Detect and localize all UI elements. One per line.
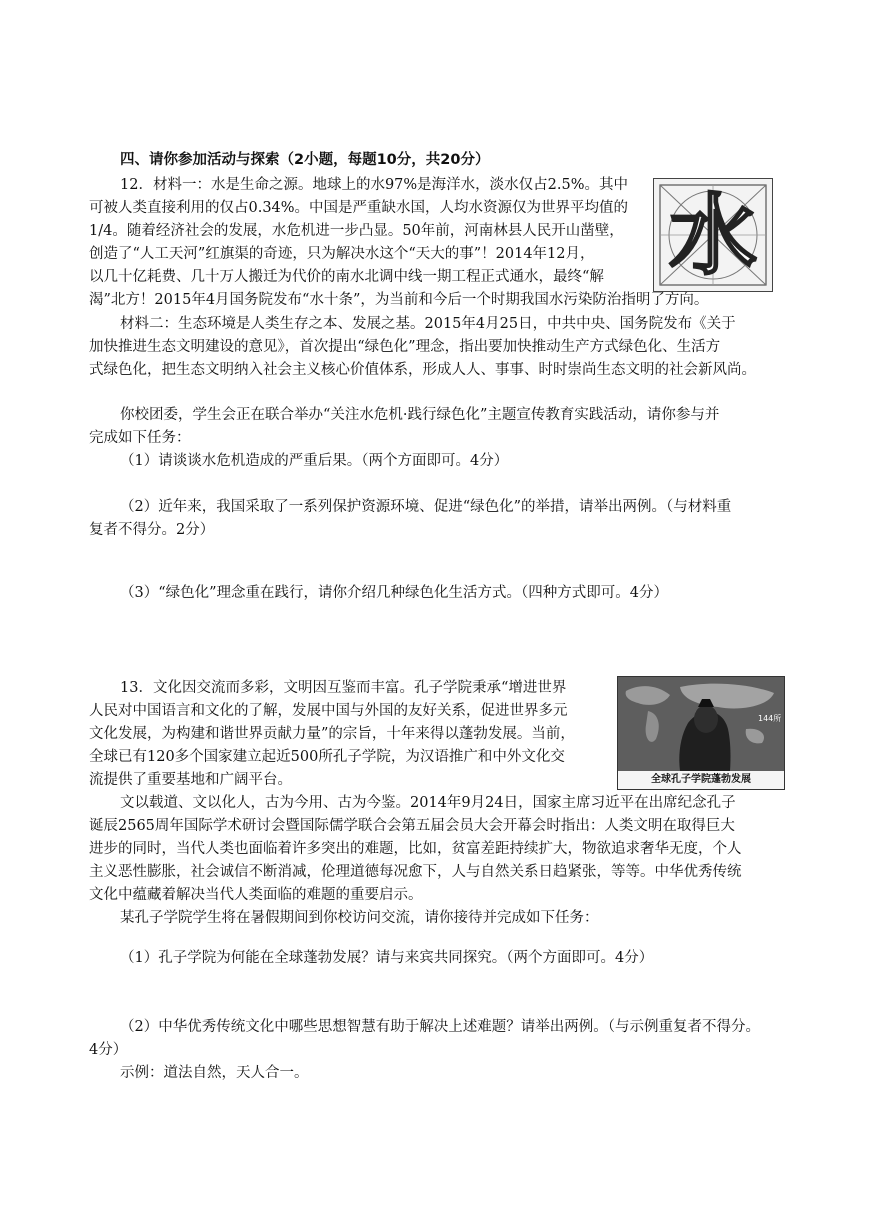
q13-para1-line: 文化发展，为构建和谐世界贡献力量”的宗旨，十年来得以蓬勃发展。当前，	[89, 726, 575, 742]
section-title: 四、请你参加活动与探索（2小题，每题10分，共20分）	[120, 152, 490, 168]
q12-task-3: （3）“绿色化”理念重在践行，请你介绍几种绿色化生活方式。（四种方式即可。4分）	[120, 585, 669, 601]
q13-para1-line: 全球已有120多个国家建立起近500所孔子学院，为汉语推广和中外文化交	[89, 749, 565, 765]
q13-para2-line: 文以载道、文以化人，古为今用、古为今鉴。2014年9月24日，国家主席习近平在出席纪念孔子	[120, 795, 736, 811]
q13-visit-line: 某孔子学院学生将在暑假期间到你校访问交流，请你接待并完成如下任务：	[120, 910, 599, 926]
q13-example: 示例：道法自然，天人合一。	[120, 1065, 309, 1081]
q13-para2-line: 文化中蕴藏着解决当代人类面临的难题的重要启示。	[89, 887, 423, 903]
q12-material-two-line: 材料二：生态环境是人类生存之本、发展之基。2015年4月25日，中共中央、国务院发布《关于	[120, 316, 736, 332]
q12-material-one-line: 12．材料一：水是生命之源。地球上的水97%是海洋水，淡水仅占2.5%。其中	[120, 177, 629, 193]
q12-material-one-line: 创造了“人工天河”红旗渠的奇迹，只为解决水这个“天大的事”！2014年12月，	[89, 246, 595, 262]
q13-para2-line: 进步的同时，当代人类也面临着许多突出的难题，比如，贫富差距持续扩大，物欲追求奢华无度，个人	[89, 841, 742, 857]
q12-material-one-line: 渴”北方！2015年4月国务院发布“水十条”，为当前和今后一个时期我国水污染防治指明了方向。	[89, 292, 709, 308]
q13-para1-line: 人民对中国语言和文化的了解，发展中国与外国的友好关系，促进世界多元	[89, 703, 568, 719]
q13-task-1: （1）孔子学院为何能在全球蓬勃发展？请与来宾共同探究。（两个方面即可。4分）	[120, 950, 654, 966]
q12-material-one-line: 以几十亿耗费、几十万人搬迁为代价的南水北调中线一期工程正式通水，最终“解	[89, 269, 604, 285]
q12-task-intro-line: 完成如下任务：	[89, 430, 191, 446]
figure-number-label: 144所	[758, 714, 782, 723]
confucius-institute-figure	[617, 676, 785, 790]
q13-task-2-line: 4分）	[89, 1042, 128, 1058]
q12-task-2-line: （2）近年来，我国采取了一系列保护资源环境、促进“绿色化”的举措，请举出两例。（与材料重	[120, 499, 732, 515]
q12-material-two-line: 加快推进生态文明建设的意见》，首次提出“绿色化”理念，指出要加快推动生产方式绿色化、生活方	[89, 339, 721, 355]
water-glyph: 水	[668, 183, 757, 287]
q13-task-2-line: （2）中华优秀传统文化中哪些思想智慧有助于解决上述难题？请举出两例。（与示例重复者不得分。	[120, 1019, 760, 1035]
q13-para2-line: 诞辰2565周年国际学术研讨会暨国际儒学联合会第五届会员大会开幕会时指出：人类文明在取得巨大	[89, 818, 735, 834]
figure-caption: 全球孔子学院蓬勃发展	[618, 771, 784, 789]
q12-task-2-line: 复者不得分。2分）	[89, 522, 215, 538]
q13-para1-line: 13．文化因交流而多彩，文明因互鉴而丰富。孔子学院秉承“增进世界	[120, 680, 567, 696]
q13-para1-line: 流提供了重要基地和广阔平台。	[89, 772, 292, 788]
q12-material-one-line: 1/4。随着经济社会的发展，水危机进一步凸显。50年前，河南林县人民开山凿壁，	[89, 223, 624, 239]
q12-material-two-line: 式绿色化，把生态文明纳入社会主义核心价值体系，形成人人、事事、时时崇尚生态文明的社会新风尚。	[89, 362, 756, 378]
q12-task-1: （1）请谈谈水危机造成的严重后果。（两个方面即可。4分）	[120, 453, 509, 469]
water-character-figure	[653, 178, 773, 292]
q12-task-intro-line: 你校团委，学生会正在联合举办“关注水危机·践行绿色化”主题宣传教育实践活动，请你参与并	[120, 407, 720, 423]
q13-para2-line: 主义恶性膨胀，社会诚信不断消减，伦理道德每况愈下，人与自然关系日趋紧张，等等。中华优秀传统	[89, 864, 742, 880]
q12-material-one-line: 可被人类直接利用的仅占0.34%。中国是严重缺水国，人均水资源仅为世界平均值的	[89, 200, 629, 216]
world-map-illustration	[618, 677, 784, 771]
